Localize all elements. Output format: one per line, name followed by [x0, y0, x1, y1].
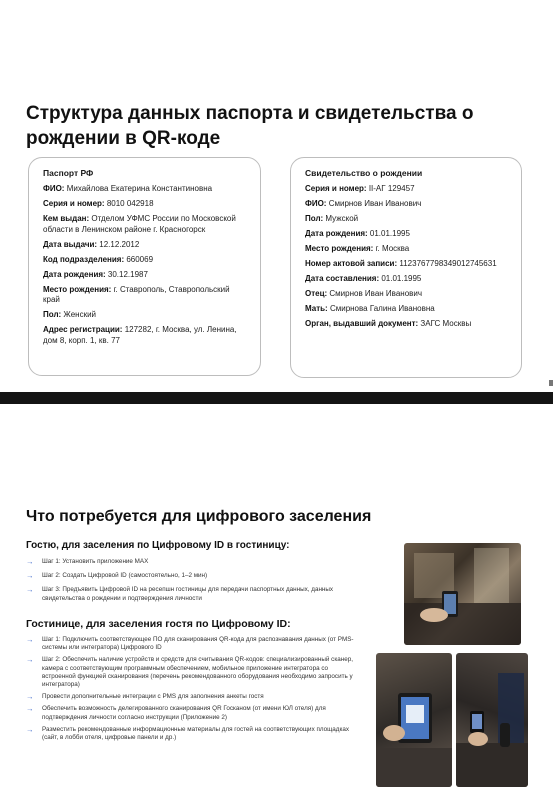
reception-photo — [404, 543, 521, 645]
arrow-right-icon: → — [26, 724, 34, 734]
passport-card-title: Паспорт РФ — [43, 168, 94, 178]
arrow-right-icon: → — [26, 557, 34, 566]
passport-card — [28, 157, 261, 376]
arrow-right-icon: → — [26, 585, 34, 595]
birth-field: Серия и номер: II-АГ 129457 — [305, 184, 415, 193]
arrow-right-icon: → — [26, 655, 34, 665]
list-item: → Провести дополнительные интеграции с PMS для заполнения анкеты гостя — [26, 692, 264, 702]
birth-certificate-card — [290, 157, 522, 378]
slide-digital-checkin — [0, 404, 553, 800]
guest-section-heading: Гостю, для заселения по Цифровому ID в гостиницу: — [26, 540, 290, 551]
arrow-right-icon: → — [26, 635, 34, 644]
list-item: → Разместить рекомендованные информационные материалы для гостей на соответствующих площадках (сайт, в лобби отеля, цифровые панели и др.) — [26, 724, 350, 742]
list-item: → Шаг 2: Обеспечить наличие устройств и средств для считывания QR-кодов: специализированный сканер, камера с соответствующим программным обеспечением, мобильное приложение интегратора со встроенной функцией сканирования (перечень рекомендованного оборудования необходимо запросить у интегратора) — [26, 655, 353, 689]
birth-field: ФИО: Смирнов Иван Иванович — [305, 199, 422, 208]
hand-scanner-photo — [456, 653, 528, 787]
list-item: → Шаг 3: Предъявить Цифровой ID на ресепшн гостиницы для передачи паспортных данных, данных свидетельства о рождении и подтверждения личности — [26, 585, 334, 602]
hotel-steps-list — [26, 636, 356, 746]
birth-field: Орган, выдавший документ: ЗАГС Москвы — [305, 319, 472, 328]
arrow-right-icon: → — [26, 704, 34, 714]
page-edge-mark — [549, 380, 553, 386]
list-item: → Шаг 2: Создать Цифровой ID (самостоятельно, 1–2 мин) — [26, 571, 208, 581]
list-item: → Шаг 1: Установить приложение MAX — [26, 557, 149, 566]
slide-title: Структура данных паспорта и свидетельства о рождении в QR-коде — [26, 103, 474, 149]
list-item: → Шаг 1: Подключить соответствующее ПО для сканирования QR-кода для распознавания данных (от PMS-системы или интегратора) Цифрового ID — [26, 635, 354, 652]
birth-field: Мать: Смирнова Галина Ивановна — [305, 304, 435, 313]
passport-field: Адрес регистрации: 127282, г. Москва, ул. Ленина, дом 8, корп. 1, кв. 77 — [43, 325, 237, 345]
slide-divider — [0, 392, 553, 404]
passport-field: Кем выдан: Отделом УФМС России по Московской области в Ленинском районе г. Красногорск — [43, 214, 236, 234]
passport-field: Пол: Женский — [43, 310, 97, 319]
passport-field: ФИО: Михайлова Екатерина Константиновна — [43, 184, 213, 193]
birth-field: Пол: Мужской — [305, 214, 359, 223]
arrow-right-icon: → — [26, 571, 34, 581]
list-item: → Обеспечить возможность делегированного сканирования QR Госканом (от имени ЮЛ отеля) для подтверждения личности согласно инструкции (Приложение 2) — [26, 704, 326, 721]
slide-document-structure — [0, 0, 553, 392]
birth-field: Дата составления: 01.01.1995 — [305, 274, 422, 283]
passport-field: Дата выдачи: 12.12.2012 — [43, 239, 140, 249]
birth-field: Место рождения: г. Москва — [305, 244, 410, 253]
slide-title: Что потребуется для цифрового заселения — [26, 508, 372, 525]
birth-card-title: Свидетельство о рождении — [305, 168, 423, 178]
birth-field: Номер актовой записи: 1123767798349012745631 — [305, 259, 497, 268]
arrow-right-icon: → — [26, 692, 34, 702]
guest-steps-list — [26, 558, 356, 609]
passport-field: Серия и номер: 8010 042918 — [43, 199, 154, 208]
birth-field: Отец: Смирнов Иван Иванович — [305, 289, 423, 298]
passport-field: Дата рождения: 30.12.1987 — [43, 269, 148, 279]
passport-field: Место рождения: г. Ставрополь, Ставропольский край — [43, 284, 230, 304]
tablet-scanner-photo — [376, 653, 452, 787]
hotel-section-heading: Гостинице, для заселения гостя по Цифровому ID: — [26, 618, 291, 630]
birth-field: Дата рождения: 01.01.1995 — [305, 229, 410, 238]
passport-field: Код подразделения: 660069 — [43, 254, 154, 264]
